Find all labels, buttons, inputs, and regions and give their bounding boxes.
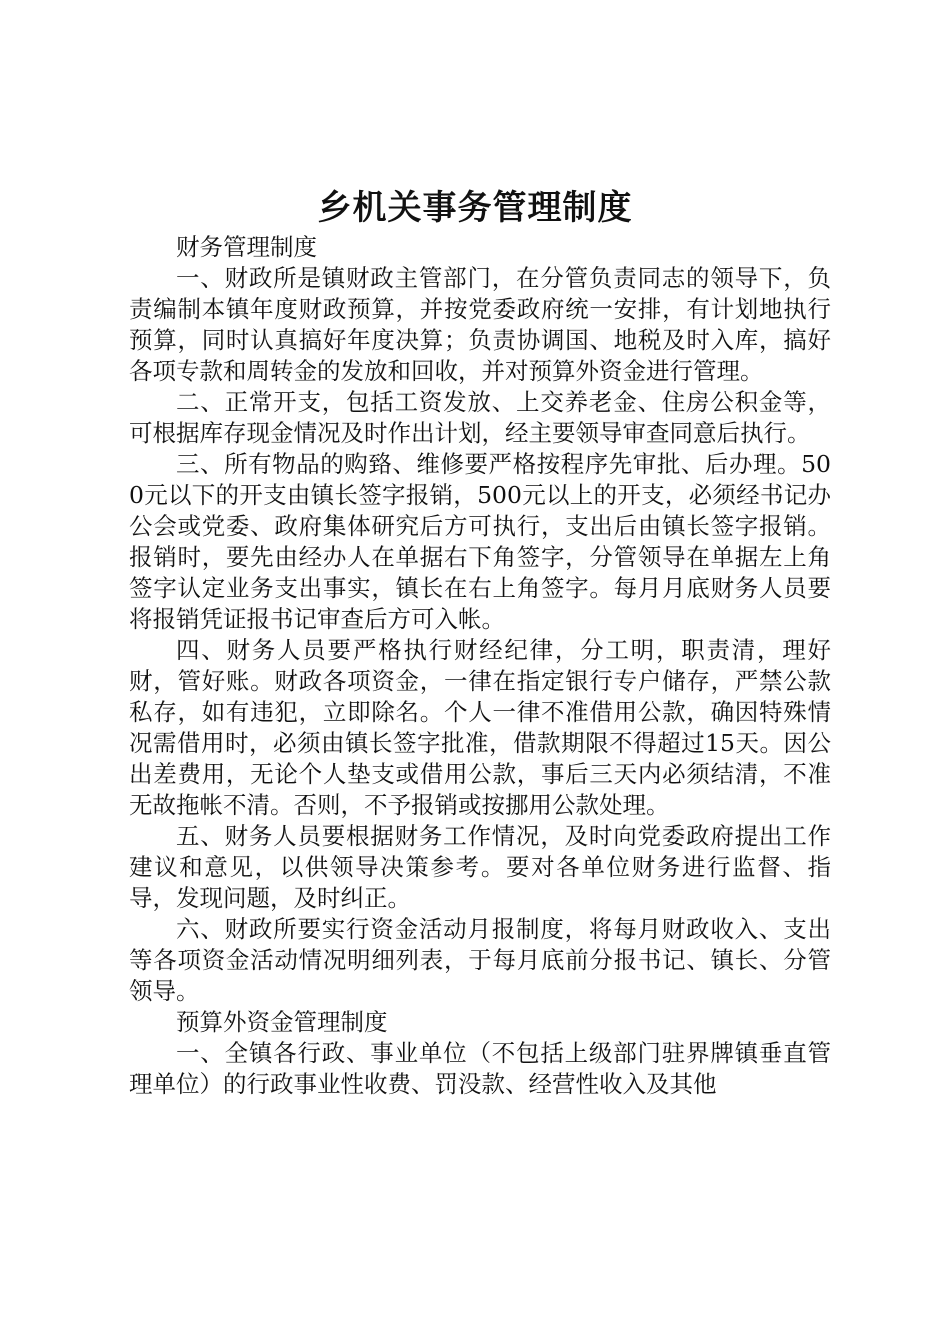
- document-body: [129, 232, 831, 1100]
- finance-paragraph-1: 一、财政所是镇财政主管部门，在分管负责同志的领导下，负责编制本镇年度财政预算，并按党委政府统一安排，有计划地执行预算，同时认真搞好年度决算；负责协调国、地税及时入库，搞好各项专款和周转金的发放和回收，并对预算外资金进行管理。: [129, 264, 831, 385]
- finance-paragraph-2: 二、正常开支，包括工资发放、上交养老金、住房公积金等，可根据库存现金情况及时作出计划，经主要领导审查同意后执行。: [129, 388, 831, 447]
- extrabudget-paragraph-1: 一、全镇各行政、事业单位（不包括上级部门驻界牌镇垂直管理单位）的行政事业性收费、罚没款、经营性收入及其他: [129, 1039, 831, 1098]
- finance-paragraph-4: 四、财务人员要严格执行财经纪律，分工明，职责清，理好财，管好账。财政各项资金，一律在指定银行专户储存，严禁公款私存，如有违犯，立即除名。个人一律不准借用公款，确因特殊情况需借用时，必须由镇长签字批准，借款期限不得超过15天。因公出差费用，无论个人垫支或借用公款，事后三天内必须结清，不准无故拖帐不清。否则，不予报销或按挪用公款处理。: [129, 636, 831, 819]
- finance-paragraph-3: 三、所有物品的购臵、维修要严格按程序先审批、后办理。500元以下的开支由镇长签字报销，500元以上的开支，必须经书记办公会或党委、政府集体研究后方可执行，支出后由镇长签字报销。报销时，要先由经办人在单据右下角签字，分管领导在单据左上角签字认定业务支出事实，镇长在右上角签字。每月月底财务人员要将报销凭证报书记审查后方可入帐。: [129, 450, 831, 633]
- finance-paragraph-5: 五、财务人员要根据财务工作情况，及时向党委政府提出工作建议和意见，以供领导决策参考。要对各单位财务进行监督、指导，发现问题，及时纠正。: [129, 822, 831, 912]
- finance-paragraph-6: 六、财政所要实行资金活动月报制度，将每月财政收入、支出等各项资金活动情况明细列表，于每月底前分报书记、镇长、分管领导。: [129, 915, 831, 1005]
- document-title: 乡机关事务管理制度: [317, 188, 633, 228]
- section-heading-extrabudget: 预算外资金管理制度: [176, 1008, 388, 1036]
- section-heading-finance: 财务管理制度: [176, 233, 317, 261]
